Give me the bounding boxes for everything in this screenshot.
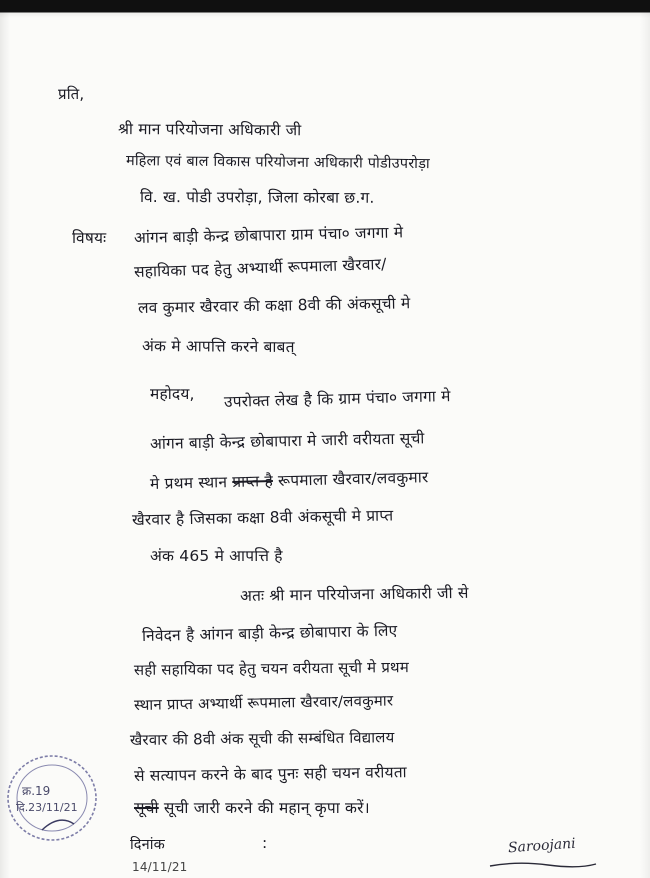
para2-line-5: खैरवार की 8वी अंक सूची की सम्बंधित विद्यालय: [129, 728, 395, 749]
para1-line-3-text: मे प्रथम स्थान: [149, 473, 228, 493]
recipient-line-2: महिला एवं बाल विकास परियोजना अधिकारी पोडीउपरोड़ा: [125, 153, 430, 173]
para1-line-1: उपरोक्त लेख है कि ग्राम पंचा० जगगा मे: [223, 387, 451, 411]
date-value: 14/11/21: [132, 860, 188, 874]
subject-line-1: आंगन बाड़ी केन्द्र छोबापारा ग्राम पंचा० जगगा मे: [133, 223, 404, 247]
subject-line-4: अंक मे आपत्ति करने बाबत्: [141, 337, 295, 357]
para1-line-5: अंक 465 मे आपत्ति है: [150, 547, 283, 565]
para2-line-6: से सत्यापन करने के बाद पुनः सही चयन वरीयता: [133, 763, 407, 785]
recipient-line-3: वि. ख. पोडी उपरोड़ा, जिला कोरबा छ.ग.: [139, 188, 375, 207]
para1-line-3: [150, 465, 429, 494]
office-stamp: [4, 752, 102, 844]
para1-line-2: आंगन बाड़ी केन्द्र छोबापारा मे जारी वरीयता सूची: [149, 429, 425, 453]
date-label: दिनांक: [130, 837, 165, 853]
signature-flourish: [488, 860, 598, 870]
greeting: महोदय,: [150, 385, 195, 403]
para2-line-4: स्थान प्राप्त अभ्यार्थी रूपमाला खैरवार/लवकुमार: [133, 691, 394, 714]
para2-line-1: अतः श्री मान परियोजना अधिकारी जी से: [239, 583, 469, 605]
para2-line-7: [134, 796, 370, 818]
struck-out-text: प्राप्त है: [232, 471, 274, 491]
stamp-number: क्र.19: [22, 784, 51, 798]
struck-out-word: सूची: [134, 799, 159, 817]
salutation: प्रति,: [58, 85, 85, 103]
para2-line-2: निवेदन है आंगन बाड़ी केन्द्र छोबापारा के लिए: [141, 621, 398, 645]
para1-line-4: खैरवार है जिसका कक्षा 8वी अंकसूची मे प्राप्त: [131, 506, 394, 529]
para2-line-3: सही सहायिका पद हेतु चयन वरीयता सूची मे प्रथम: [133, 658, 410, 679]
para1-line-3-text-end: रूपमाला खैरवार/लवकुमार: [277, 468, 429, 490]
stamp-seal-icon: [4, 752, 102, 844]
recipient-line-1: श्री मान परियोजना अधिकारी जी: [117, 120, 302, 140]
date-colon: :: [262, 834, 268, 852]
subject-line-2: सहायिका पद हेतु अभ्यार्थी रूपमाला खैरवार/: [133, 255, 387, 281]
subject-label: विषयः: [72, 229, 107, 247]
para2-line-7-text: सूची जारी करने की महान् कृपा करें।: [163, 799, 370, 817]
subject-line-3: लव कुमार खैरवार की कक्षा 8वी की अंकसूची मे: [137, 294, 411, 317]
stamp-date: दि.23/11/21: [16, 801, 78, 814]
signature: Saroojani: [507, 835, 577, 857]
